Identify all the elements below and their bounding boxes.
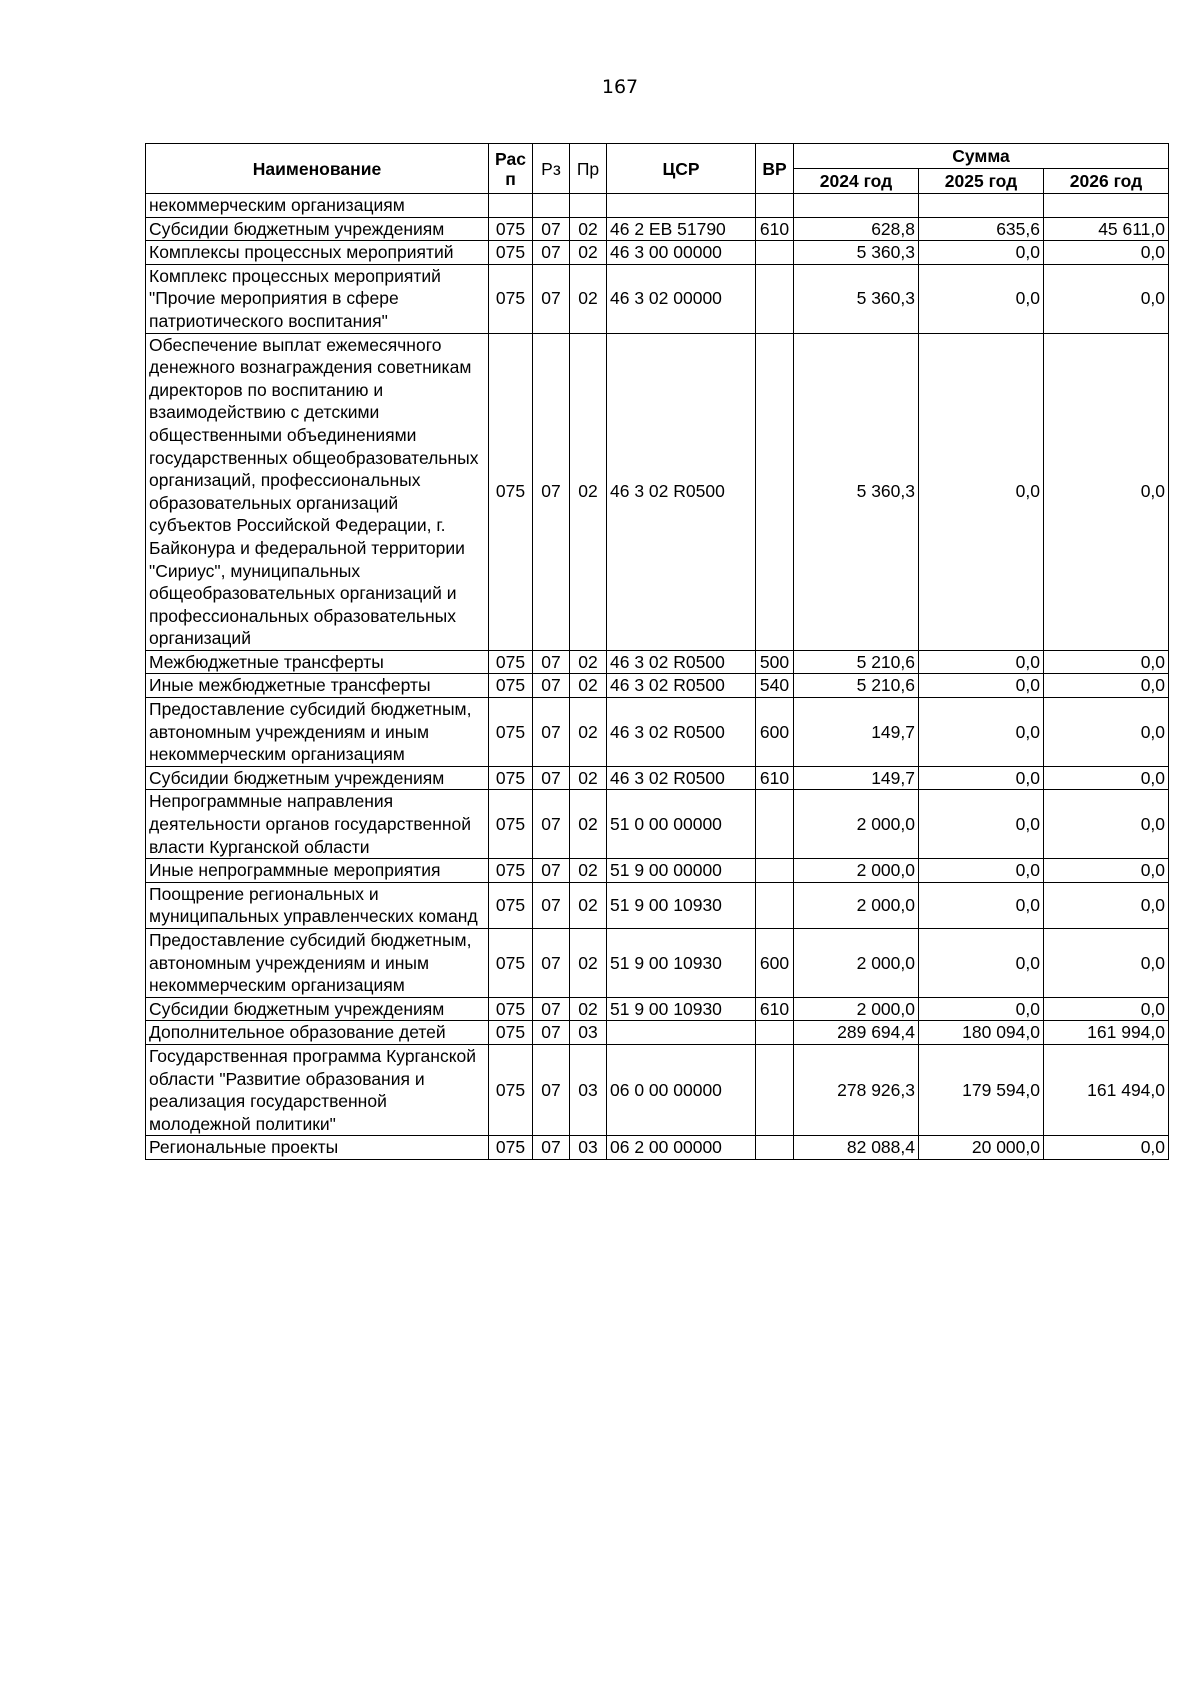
row-sum-2025: 0,0 — [919, 929, 1044, 998]
row-name: Межбюджетные трансферты — [146, 650, 489, 674]
row-vr — [756, 1136, 794, 1160]
row-rz: 07 — [533, 929, 570, 998]
row-rasp: 075 — [489, 859, 533, 883]
row-sum-2025 — [919, 194, 1044, 218]
header-rz: Рз — [533, 144, 570, 194]
row-pr: 02 — [570, 859, 607, 883]
table-row — [146, 333, 1169, 650]
row-sum-2024 — [794, 194, 919, 218]
row-csr: 46 3 02 R0500 — [607, 698, 756, 767]
header-year-2026: 2026 год — [1044, 169, 1169, 194]
row-sum-2025: 0,0 — [919, 790, 1044, 859]
row-sum-2025: 20 000,0 — [919, 1136, 1044, 1160]
row-pr: 02 — [570, 766, 607, 790]
row-name: Комплекс процессных мероприятий "Прочие мероприятия в сфере патриотического воспитания" — [146, 264, 489, 333]
row-rasp: 075 — [489, 1044, 533, 1135]
row-sum-2025: 635,6 — [919, 217, 1044, 241]
header-sum: Сумма — [794, 144, 1169, 169]
row-pr: 02 — [570, 674, 607, 698]
table-row — [146, 882, 1169, 928]
row-csr: 51 9 00 10930 — [607, 882, 756, 928]
row-vr: 500 — [756, 650, 794, 674]
row-rasp: 075 — [489, 766, 533, 790]
row-rz: 07 — [533, 698, 570, 767]
row-vr: 610 — [756, 766, 794, 790]
row-sum-2024: 2 000,0 — [794, 859, 919, 883]
row-sum-2025: 0,0 — [919, 766, 1044, 790]
row-csr — [607, 1021, 756, 1045]
header-rasp: Рас п — [489, 144, 533, 194]
table-row — [146, 997, 1169, 1021]
page-number: 167 — [601, 76, 639, 98]
row-name: некоммерческим организациям — [146, 194, 489, 218]
header-name: Наименование — [146, 144, 489, 194]
header-csr: ЦСР — [607, 144, 756, 194]
table-row — [146, 650, 1169, 674]
row-rz: 07 — [533, 859, 570, 883]
row-sum-2024: 289 694,4 — [794, 1021, 919, 1045]
row-sum-2024: 5 360,3 — [794, 333, 919, 650]
row-csr: 51 9 00 10930 — [607, 997, 756, 1021]
row-pr: 02 — [570, 241, 607, 265]
row-rasp — [489, 194, 533, 218]
row-sum-2024: 149,7 — [794, 766, 919, 790]
row-rz: 07 — [533, 333, 570, 650]
table-row — [146, 1136, 1169, 1160]
row-vr — [756, 264, 794, 333]
row-rz: 07 — [533, 1021, 570, 1045]
row-pr: 02 — [570, 929, 607, 998]
row-sum-2026: 161 494,0 — [1044, 1044, 1169, 1135]
row-rz: 07 — [533, 997, 570, 1021]
row-sum-2024: 5 210,6 — [794, 650, 919, 674]
row-rz: 07 — [533, 264, 570, 333]
table-body — [146, 194, 1169, 1160]
row-rasp: 075 — [489, 650, 533, 674]
row-rasp: 075 — [489, 882, 533, 928]
row-name: Дополнительное образование детей — [146, 1021, 489, 1045]
row-rz: 07 — [533, 766, 570, 790]
row-sum-2026: 0,0 — [1044, 859, 1169, 883]
header-row — [146, 144, 1169, 169]
table-row — [146, 1044, 1169, 1135]
row-pr: 03 — [570, 1021, 607, 1045]
row-pr: 03 — [570, 1044, 607, 1135]
table-row — [146, 698, 1169, 767]
row-sum-2025: 179 594,0 — [919, 1044, 1044, 1135]
row-rz: 07 — [533, 217, 570, 241]
row-rz — [533, 194, 570, 218]
row-sum-2024: 5 210,6 — [794, 674, 919, 698]
row-sum-2026: 0,0 — [1044, 882, 1169, 928]
row-sum-2024: 2 000,0 — [794, 997, 919, 1021]
row-name: Поощрение региональных и муниципальных управленческих команд — [146, 882, 489, 928]
header-pr: Пр — [570, 144, 607, 194]
row-sum-2026: 0,0 — [1044, 241, 1169, 265]
row-vr — [756, 859, 794, 883]
row-sum-2024: 278 926,3 — [794, 1044, 919, 1135]
header-year-2025: 2025 год — [919, 169, 1044, 194]
row-vr — [756, 790, 794, 859]
row-rasp: 075 — [489, 997, 533, 1021]
table-row — [146, 194, 1169, 218]
row-rz: 07 — [533, 1044, 570, 1135]
row-sum-2026: 0,0 — [1044, 264, 1169, 333]
table-row — [146, 217, 1169, 241]
table-row — [146, 790, 1169, 859]
row-name: Иные межбюджетные трансферты — [146, 674, 489, 698]
row-csr: 51 9 00 00000 — [607, 859, 756, 883]
row-vr — [756, 194, 794, 218]
row-pr: 02 — [570, 264, 607, 333]
row-csr: 46 3 02 R0500 — [607, 766, 756, 790]
row-pr: 02 — [570, 882, 607, 928]
table-row — [146, 929, 1169, 998]
row-csr: 46 3 00 00000 — [607, 241, 756, 265]
row-sum-2024: 5 360,3 — [794, 264, 919, 333]
row-rasp: 075 — [489, 264, 533, 333]
row-rasp: 075 — [489, 674, 533, 698]
row-name: Субсидии бюджетным учреждениям — [146, 997, 489, 1021]
row-sum-2024: 5 360,3 — [794, 241, 919, 265]
row-sum-2025: 0,0 — [919, 333, 1044, 650]
row-name: Обеспечение выплат ежемесячного денежного вознаграждения советникам директоров по воспитанию и взаимодействию с детскими общественными объединениями государственных общеобразовательных организаций, профессиональных образовательных организаций субъектов Российской Федерации, г. Байконура и федеральной территории "Сириус", муниципальных общеобразовательных организаций и профессиональных образовательных организаций — [146, 333, 489, 650]
row-sum-2026: 0,0 — [1044, 790, 1169, 859]
row-csr: 06 2 00 00000 — [607, 1136, 756, 1160]
row-csr: 06 0 00 00000 — [607, 1044, 756, 1135]
row-rasp: 075 — [489, 333, 533, 650]
row-sum-2024: 2 000,0 — [794, 929, 919, 998]
row-name: Государственная программа Курганской области "Развитие образования и реализация государственной молодежной политики" — [146, 1044, 489, 1135]
row-rasp: 075 — [489, 929, 533, 998]
row-sum-2025: 0,0 — [919, 997, 1044, 1021]
row-sum-2026: 0,0 — [1044, 650, 1169, 674]
row-rz: 07 — [533, 1136, 570, 1160]
row-rz: 07 — [533, 790, 570, 859]
row-csr: 46 2 ЕВ 51790 — [607, 217, 756, 241]
row-csr: 51 0 00 00000 — [607, 790, 756, 859]
row-pr: 02 — [570, 997, 607, 1021]
row-sum-2025: 0,0 — [919, 882, 1044, 928]
row-sum-2024: 2 000,0 — [794, 882, 919, 928]
row-sum-2026: 0,0 — [1044, 997, 1169, 1021]
row-name: Предоставление субсидий бюджетным, автономным учреждениям и иным некоммерческим организациям — [146, 698, 489, 767]
row-vr — [756, 333, 794, 650]
row-vr — [756, 882, 794, 928]
row-sum-2026: 0,0 — [1044, 674, 1169, 698]
row-vr: 540 — [756, 674, 794, 698]
row-sum-2026: 0,0 — [1044, 698, 1169, 767]
row-rz: 07 — [533, 674, 570, 698]
row-vr — [756, 1021, 794, 1045]
row-sum-2026: 0,0 — [1044, 333, 1169, 650]
row-vr: 610 — [756, 997, 794, 1021]
row-csr: 46 3 02 R0500 — [607, 333, 756, 650]
row-rasp: 075 — [489, 698, 533, 767]
row-pr: 02 — [570, 217, 607, 241]
row-sum-2026: 0,0 — [1044, 766, 1169, 790]
row-vr: 600 — [756, 929, 794, 998]
row-sum-2025: 0,0 — [919, 698, 1044, 767]
row-sum-2025: 0,0 — [919, 264, 1044, 333]
row-sum-2025: 0,0 — [919, 650, 1044, 674]
table-row — [146, 264, 1169, 333]
table-row — [146, 859, 1169, 883]
row-name: Комплексы процессных мероприятий — [146, 241, 489, 265]
row-rz: 07 — [533, 241, 570, 265]
row-sum-2024: 2 000,0 — [794, 790, 919, 859]
row-pr — [570, 194, 607, 218]
row-csr: 51 9 00 10930 — [607, 929, 756, 998]
row-sum-2024: 149,7 — [794, 698, 919, 767]
row-rz: 07 — [533, 882, 570, 928]
table-row — [146, 241, 1169, 265]
row-csr — [607, 194, 756, 218]
row-name: Субсидии бюджетным учреждениям — [146, 766, 489, 790]
row-rasp: 075 — [489, 790, 533, 859]
row-rz: 07 — [533, 650, 570, 674]
row-rasp: 075 — [489, 1021, 533, 1045]
row-sum-2026: 0,0 — [1044, 929, 1169, 998]
row-vr: 610 — [756, 217, 794, 241]
row-sum-2026: 161 994,0 — [1044, 1021, 1169, 1045]
row-sum-2026: 0,0 — [1044, 1136, 1169, 1160]
row-name: Региональные проекты — [146, 1136, 489, 1160]
row-vr: 600 — [756, 698, 794, 767]
header-year-2024: 2024 год — [794, 169, 919, 194]
row-csr: 46 3 02 R0500 — [607, 674, 756, 698]
row-vr — [756, 1044, 794, 1135]
row-name: Непрограммные направления деятельности органов государственной власти Курганской области — [146, 790, 489, 859]
row-pr: 02 — [570, 650, 607, 674]
row-sum-2025: 0,0 — [919, 674, 1044, 698]
row-name: Предоставление субсидий бюджетным, автономным учреждениям и иным некоммерческим организациям — [146, 929, 489, 998]
row-sum-2025: 180 094,0 — [919, 1021, 1044, 1045]
row-pr: 03 — [570, 1136, 607, 1160]
row-vr — [756, 241, 794, 265]
row-name: Иные непрограммные мероприятия — [146, 859, 489, 883]
row-sum-2026 — [1044, 194, 1169, 218]
row-sum-2025: 0,0 — [919, 241, 1044, 265]
row-csr: 46 3 02 R0500 — [607, 650, 756, 674]
header-vr: ВР — [756, 144, 794, 194]
row-sum-2024: 628,8 — [794, 217, 919, 241]
row-name: Субсидии бюджетным учреждениям — [146, 217, 489, 241]
row-pr: 02 — [570, 790, 607, 859]
row-rasp: 075 — [489, 241, 533, 265]
row-rasp: 075 — [489, 217, 533, 241]
row-csr: 46 3 02 00000 — [607, 264, 756, 333]
row-pr: 02 — [570, 698, 607, 767]
table-row — [146, 1021, 1169, 1045]
table-row — [146, 674, 1169, 698]
row-sum-2024: 82 088,4 — [794, 1136, 919, 1160]
table-row — [146, 766, 1169, 790]
row-sum-2025: 0,0 — [919, 859, 1044, 883]
row-rasp: 075 — [489, 1136, 533, 1160]
row-sum-2026: 45 611,0 — [1044, 217, 1169, 241]
budget-table — [145, 143, 1169, 1160]
row-pr: 02 — [570, 333, 607, 650]
